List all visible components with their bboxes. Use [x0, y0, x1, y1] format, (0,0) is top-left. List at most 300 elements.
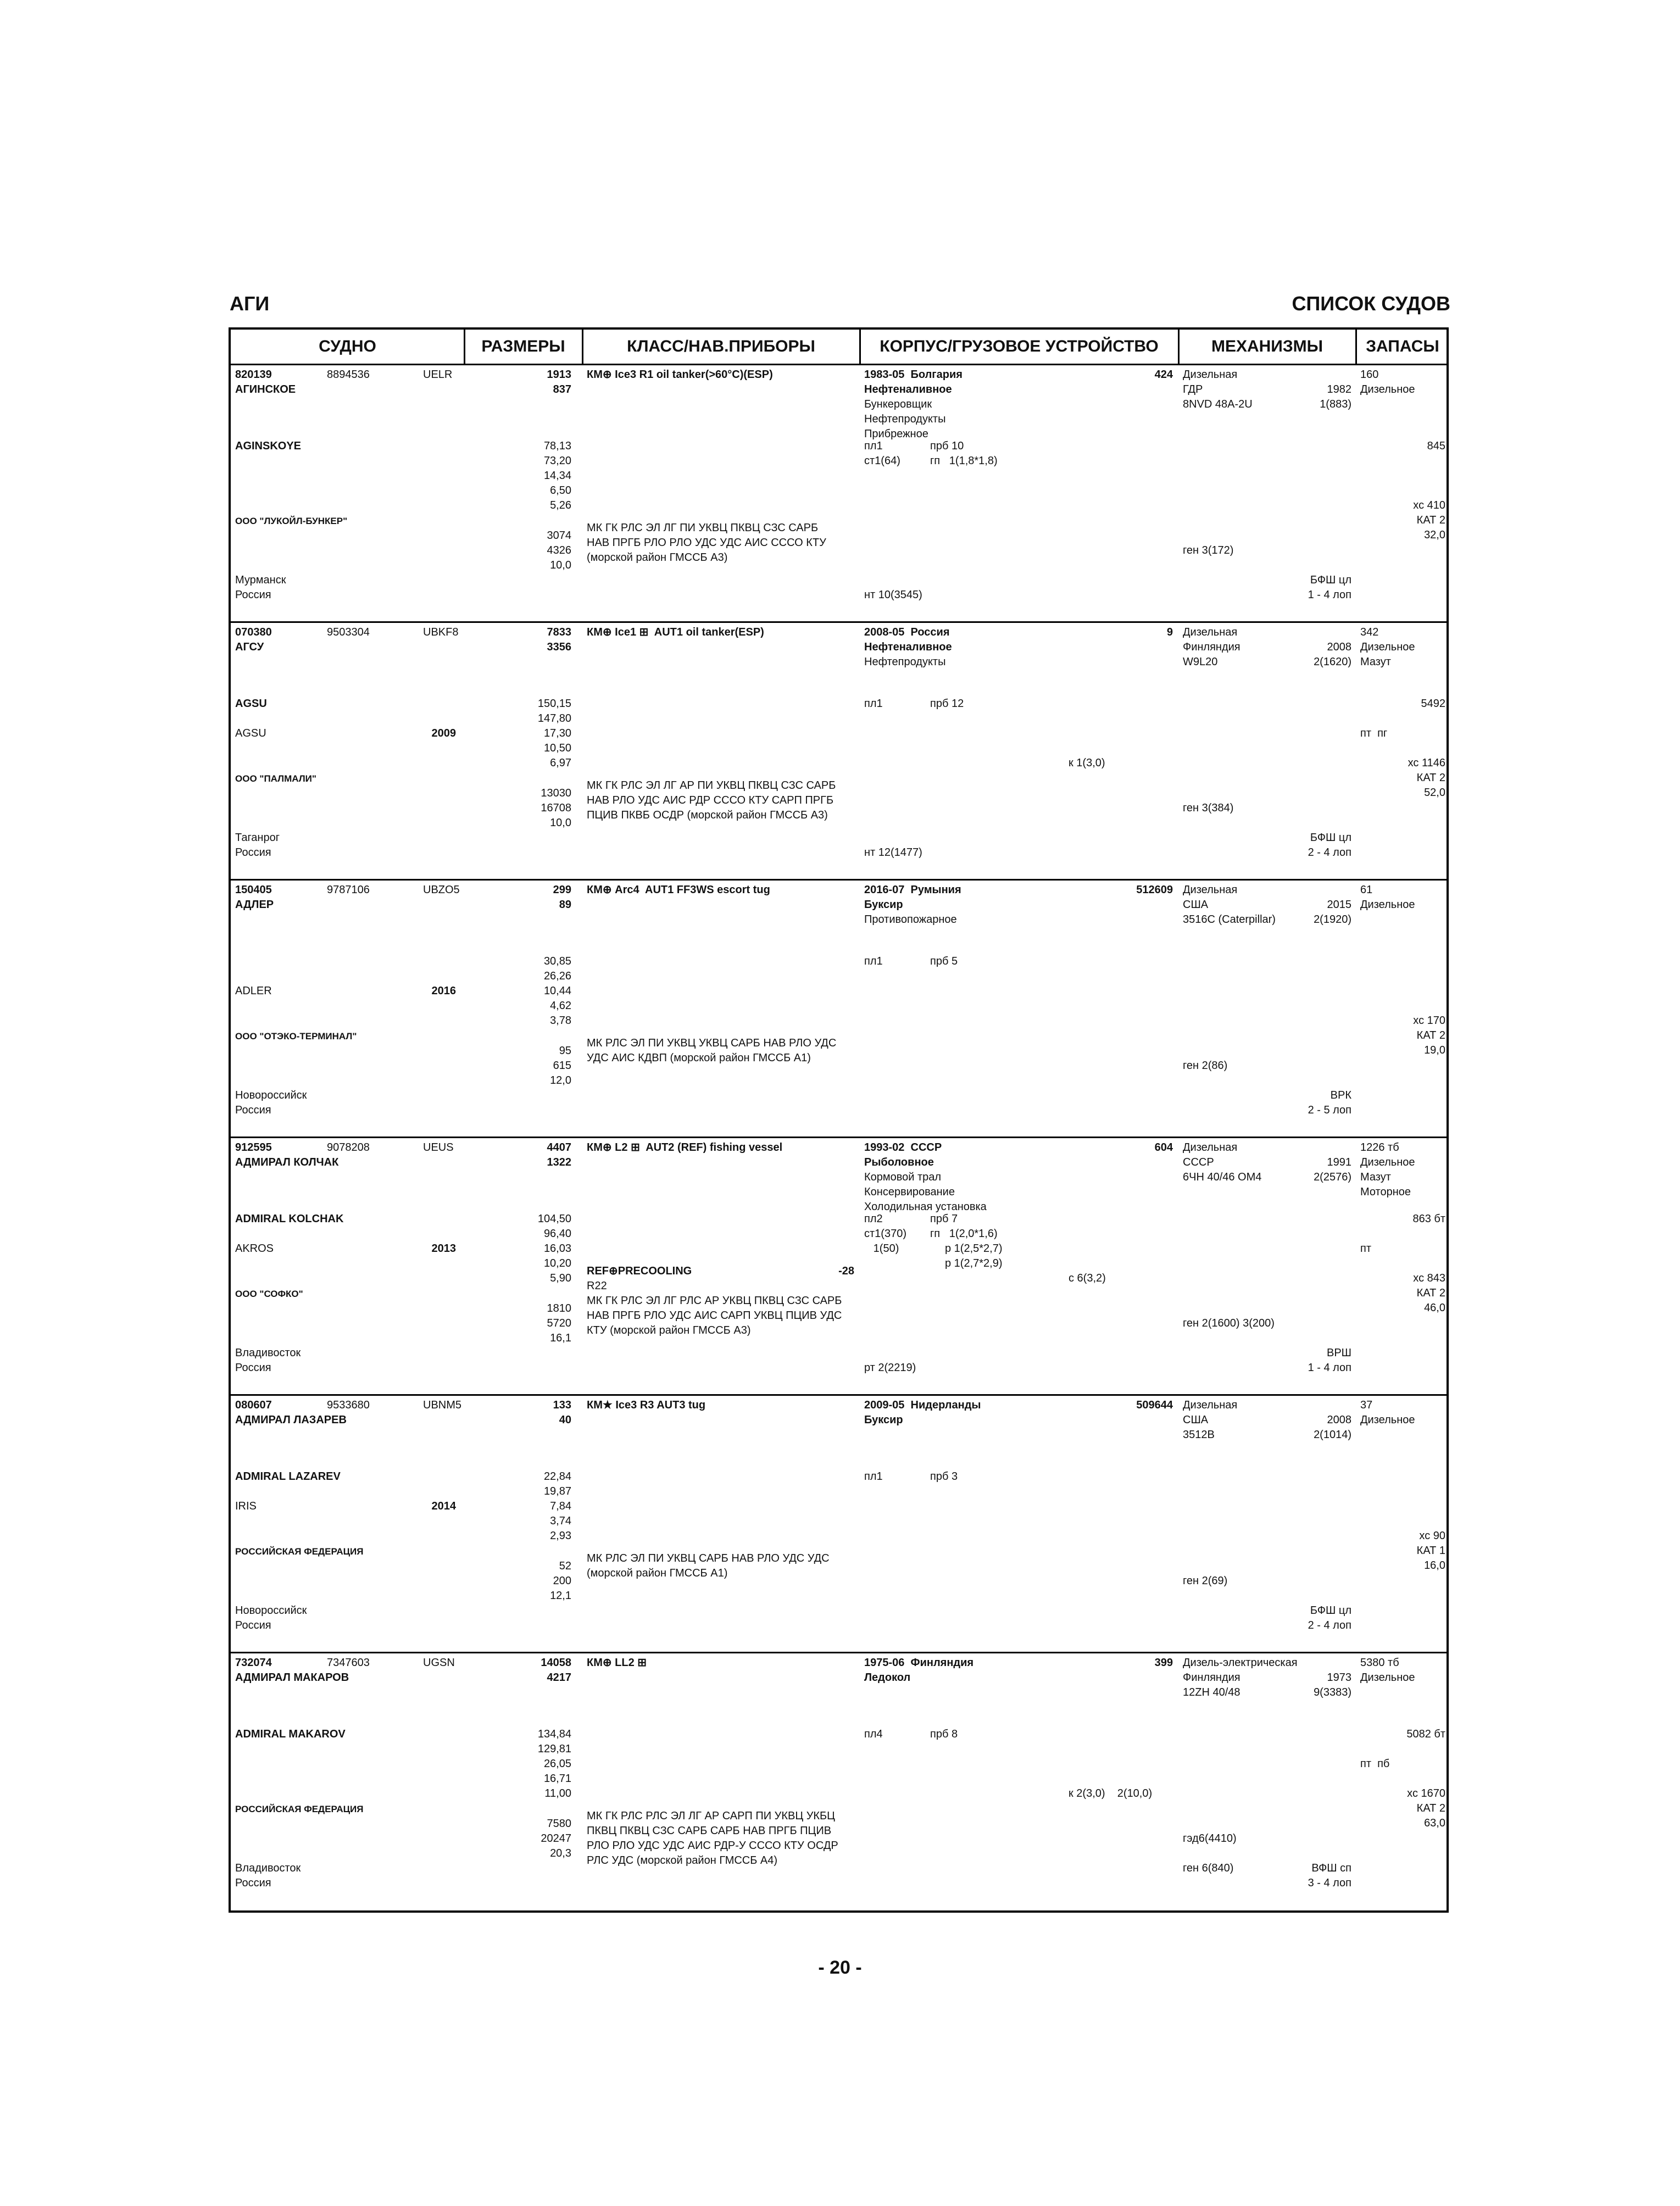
ship-former-name: ADLER — [235, 985, 272, 997]
hull-type-2: Противопожарное — [864, 913, 957, 926]
class-extra-1: REF⊕PRECOOLING — [587, 1265, 692, 1277]
hull-bulkheads: прб 3 — [930, 1470, 958, 1483]
stores-autonomy: хс 90 — [1419, 1530, 1445, 1542]
class-notation: КМ⊕ Ice1 ⊞ AUT1 oil tanker(ESP) — [587, 626, 764, 638]
hull-decks: пл1 — [864, 955, 883, 967]
mech-power: 2(1014) — [1314, 1429, 1351, 1441]
mech-model: 3516C (Caterpillar) — [1183, 913, 1276, 926]
dim-draught: 5,90 — [550, 1272, 571, 1284]
hull-tanks: нт 10(3545) — [864, 589, 922, 601]
class-notation: КМ⊕ Ice3 R1 oil tanker(>60°C)(ESP) — [587, 369, 773, 381]
mech-year: 2015 — [1327, 899, 1351, 911]
hull-yard-number: 604 — [1154, 1141, 1173, 1154]
ship-id: 912595 — [235, 1141, 272, 1154]
dim-depth: 3,74 — [550, 1515, 571, 1527]
dim-length: 19,87 — [543, 1485, 571, 1497]
hull-build: 1993-02 СССР — [864, 1141, 942, 1154]
mech-generators: ген 3(172) — [1183, 544, 1234, 556]
class-extra-2: R22 — [587, 1280, 607, 1292]
dim-draught: 6,97 — [550, 757, 571, 769]
ship-imo: 7347603 — [327, 1657, 370, 1669]
ship-id: 150405 — [235, 884, 272, 896]
ship-imo: 9503304 — [327, 626, 370, 638]
header-right: СПИСОК СУДОВ — [1292, 292, 1450, 315]
ship-port: Мурманск — [235, 574, 286, 586]
dim-length-overall: 22,84 — [543, 1470, 571, 1483]
dim-displacement: 615 — [553, 1060, 571, 1072]
dim-gross-tonnage: 299 — [553, 884, 571, 896]
hull-type-3: Нефтепродукты — [864, 413, 946, 425]
column-header-class: КЛАСС/НАВ.ПРИБОРЫ — [627, 337, 815, 355]
ship-callsign: UBNM5 — [423, 1399, 462, 1411]
dim-depth: 10,20 — [543, 1257, 571, 1269]
hull-hatches-2: р 1(2,5*2,7) — [945, 1243, 1003, 1255]
dim-net-tonnage: 1322 — [547, 1156, 571, 1168]
hull-holds: ст1(370) — [864, 1228, 906, 1240]
stores-fuel-amount: 37 — [1360, 1399, 1373, 1411]
mech-power: 2(1920) — [1314, 913, 1351, 926]
stores-autonomy: хс 1670 — [1407, 1787, 1445, 1800]
ship-record — [231, 623, 1447, 881]
ship-former-name: IRIS — [235, 1500, 257, 1512]
hull-tanks: нт 12(1477) — [864, 846, 922, 859]
ship-port: Новороссийск — [235, 1089, 307, 1101]
nav-line-3: РЛО РЛО УДС УДС АИС РДР-У СССО КТУ ОСДР — [587, 1840, 838, 1852]
ship-owner: ООО "ОТЭКО-ТЕРМИНАЛ" — [235, 1031, 357, 1041]
ship-name: АДМИРАЛ ЛАЗАРЕВ — [235, 1414, 347, 1426]
mech-year: 1991 — [1327, 1156, 1351, 1168]
mech-type: Дизельная — [1183, 626, 1238, 638]
hull-yard-number: 509644 — [1136, 1399, 1173, 1411]
dim-length-overall: 134,84 — [537, 1728, 571, 1740]
mech-blades: 2 - 5 лоп — [1308, 1104, 1351, 1116]
dim-length-overall: 150,15 — [537, 698, 571, 710]
ship-port: Владивосток — [235, 1347, 301, 1359]
mech-country: Финляндия — [1183, 1672, 1240, 1684]
dim-net-tonnage: 89 — [559, 899, 571, 911]
hull-yard-number: 9 — [1166, 626, 1173, 638]
mech-model: W9L20 — [1183, 656, 1218, 668]
mech-propeller: БФШ цл — [1310, 1605, 1351, 1617]
dim-draught: 5,26 — [550, 499, 571, 511]
mech-propeller: ВФШ сп — [1311, 1862, 1351, 1874]
ship-name: АДМИРАЛ МАКАРОВ — [235, 1672, 349, 1684]
mech-type: Дизельная — [1183, 1399, 1238, 1411]
mech-propeller: БФШ цл — [1310, 832, 1351, 844]
hull-build: 2008-05 Россия — [864, 626, 950, 638]
hull-type-4: Холодильная установка — [864, 1201, 987, 1213]
stores-fuel-type-1: Дизельное — [1360, 1156, 1415, 1168]
mech-year: 1973 — [1327, 1672, 1351, 1684]
dim-breadth: 17,30 — [543, 727, 571, 739]
mech-type: Дизельная — [1183, 369, 1238, 381]
stores-fuel-amount: 342 — [1360, 626, 1379, 638]
hull-decks: пл2 — [864, 1213, 883, 1225]
hull-yard-number: 512609 — [1136, 884, 1173, 896]
stores-crew: 32,0 — [1424, 529, 1445, 541]
ship-country: Россия — [235, 1362, 271, 1374]
ship-callsign: UGSN — [423, 1657, 455, 1669]
dim-deadweight: 3074 — [547, 530, 571, 542]
ship-country: Россия — [235, 1104, 271, 1116]
ship-name: АГИНСКОЕ — [235, 383, 296, 395]
hull-holds: ст1(64) — [864, 455, 900, 467]
dim-depth: 4,62 — [550, 1000, 571, 1012]
ship-latin-name: AGINSKOYE — [235, 440, 302, 452]
ship-former-name: AKROS — [235, 1243, 274, 1255]
ship-owner: ООО "СОФКО" — [235, 1289, 303, 1299]
header-divider — [1355, 330, 1357, 364]
ship-id: 732074 — [235, 1657, 272, 1669]
mech-power: 1(883) — [1320, 398, 1351, 410]
dim-speed: 12,0 — [550, 1074, 571, 1087]
dim-net-tonnage: 3356 — [547, 641, 571, 653]
class-extra-value: -28 — [838, 1265, 854, 1277]
column-header-ship: СУДНО — [319, 337, 376, 355]
ship-name: АГСУ — [235, 641, 264, 653]
dim-net-tonnage: 4217 — [547, 1672, 571, 1684]
nav-line-2: УДС АИС КДВП (морской район ГМССБ А1) — [587, 1052, 811, 1064]
mech-country: США — [1183, 899, 1209, 911]
ship-latin-name: AGSU — [235, 698, 267, 710]
dim-deadweight: 52 — [559, 1560, 571, 1572]
stores-fuel-type-3: Моторное — [1360, 1186, 1411, 1198]
hull-hatches: гп 1(1,8*1,8) — [930, 455, 998, 467]
mech-model: 3512B — [1183, 1429, 1215, 1441]
hull-cranes: с 6(3,2) — [1069, 1272, 1106, 1284]
header-divider — [1178, 330, 1180, 364]
ship-record — [231, 1653, 1447, 1911]
hull-build: 1975-06 Финляндия — [864, 1657, 974, 1669]
mech-propeller: ВРК — [1330, 1089, 1351, 1101]
stores-fuel-amount: 5380 тб — [1360, 1657, 1399, 1669]
ship-name: АДЛЕР — [235, 899, 274, 911]
dim-displacement: 4326 — [547, 544, 571, 556]
hull-type-1: Буксир — [864, 1414, 903, 1426]
stores-fuel-codes: пт пб — [1360, 1758, 1390, 1770]
header-divider — [859, 330, 861, 364]
ship-year: 2016 — [431, 985, 456, 997]
stores-fuel-codes: пт пг — [1360, 727, 1388, 739]
stores-ballast: 845 — [1427, 440, 1445, 452]
hull-yard-number: 424 — [1154, 369, 1173, 381]
ship-former-name: AGSU — [235, 727, 266, 739]
nav-line-1: МК ГК РЛС ЭЛ ЛГ РЛС АР УКВЦ ПКВЦ СЗС САРБ — [587, 1295, 842, 1307]
dim-displacement: 200 — [553, 1575, 571, 1587]
ship-name: АДМИРАЛ КОЛЧАК — [235, 1156, 339, 1168]
hull-hatches-3: р 1(2,7*2,9) — [945, 1257, 1003, 1269]
dim-displacement: 16708 — [541, 802, 571, 814]
stores-fuel-type-1: Дизельное — [1360, 899, 1415, 911]
mech-year: 2008 — [1327, 1414, 1351, 1426]
dim-displacement: 5720 — [547, 1317, 571, 1329]
ship-country: Россия — [235, 589, 271, 601]
ship-callsign: UELR — [423, 369, 453, 381]
hull-decks: пл1 — [864, 1470, 883, 1483]
ship-owner: РОССИЙСКАЯ ФЕДЕРАЦИЯ — [235, 1546, 364, 1557]
mech-year: 2008 — [1327, 641, 1351, 653]
mech-power: 2(2576) — [1314, 1171, 1351, 1183]
stores-fuel-type-1: Дизельное — [1360, 641, 1415, 653]
stores-ballast: 5492 — [1421, 698, 1445, 710]
hull-decks: пл1 — [864, 698, 883, 710]
hull-bulkheads: прб 5 — [930, 955, 958, 967]
nav-line-2: ПКВЦ ПКВЦ СЗС САРБ САРБ НАВ ПРГБ ПЦИВ — [587, 1825, 832, 1837]
column-header-stores: ЗАПАСЫ — [1366, 337, 1439, 355]
ship-imo: 9787106 — [327, 884, 370, 896]
ship-callsign: UBZO5 — [423, 884, 460, 896]
hull-hatches: гп 1(2,0*1,6) — [930, 1228, 998, 1240]
stores-fuel-type-1: Дизельное — [1360, 1414, 1415, 1426]
hull-decks: пл1 — [864, 440, 883, 452]
ship-year: 2013 — [431, 1243, 456, 1255]
ship-owner: ООО "ЛУКОЙЛ-БУНКЕР" — [235, 516, 348, 526]
mech-type: Дизельная — [1183, 884, 1238, 896]
ship-callsign: UEUS — [423, 1141, 454, 1154]
hull-yard-number: 399 — [1154, 1657, 1173, 1669]
stores-category: КАТ 2 — [1416, 514, 1445, 526]
dim-gross-tonnage: 4407 — [547, 1141, 571, 1154]
stores-fuel-type-2: Мазут — [1360, 1171, 1391, 1183]
dim-speed: 12,1 — [550, 1590, 571, 1602]
nav-line-3: ПЦИВ ПКВБ ОСДР (морской район ГМССБ А3) — [587, 809, 828, 821]
hull-type-2: Нефтепродукты — [864, 656, 946, 668]
stores-crew: 52,0 — [1424, 787, 1445, 799]
hull-build: 2009-05 Нидерланды — [864, 1399, 981, 1411]
ship-imo: 8894536 — [327, 369, 370, 381]
dim-gross-tonnage: 133 — [553, 1399, 571, 1411]
dim-depth: 6,50 — [550, 484, 571, 497]
ship-country: Россия — [235, 1619, 271, 1631]
dim-breadth: 26,05 — [543, 1758, 571, 1770]
stores-autonomy: хс 843 — [1413, 1272, 1445, 1284]
hull-bulkheads: прб 12 — [930, 698, 964, 710]
ship-owner: РОССИЙСКАЯ ФЕДЕРАЦИЯ — [235, 1804, 364, 1814]
ship-latin-name: ADMIRAL LAZAREV — [235, 1470, 341, 1483]
hull-type-1: Рыболовное — [864, 1156, 934, 1168]
hull-bulkheads: прб 10 — [930, 440, 964, 452]
mech-propeller: БФШ цл — [1310, 574, 1351, 586]
mech-generators: ген 2(69) — [1183, 1575, 1228, 1587]
ship-year: 2009 — [431, 727, 456, 739]
mech-type: Дизельная — [1183, 1141, 1238, 1154]
stores-fuel-amount: 160 — [1360, 369, 1379, 381]
ship-latin-name: ADMIRAL MAKAROV — [235, 1728, 346, 1740]
stores-category: КАТ 2 — [1416, 1029, 1445, 1041]
mech-country: Финляндия — [1183, 641, 1240, 653]
stores-ballast: 863 бт — [1412, 1213, 1445, 1225]
nav-line-1: МК ГК РЛС ЭЛ ЛГ ПИ УКВЦ ПКВЦ СЗС САРБ — [587, 522, 819, 534]
mech-blades: 2 - 4 лоп — [1308, 1619, 1351, 1631]
nav-line-1: МК ГК РЛС ЭЛ ЛГ АР ПИ УКВЦ ПКВЦ СЗС САРБ — [587, 779, 836, 792]
hull-type-2: Бункеровщик — [864, 398, 932, 410]
column-header-dimensions: РАЗМЕРЫ — [481, 337, 565, 355]
mech-generators-2: ген 6(840) — [1183, 1862, 1234, 1874]
dim-speed: 10,0 — [550, 559, 571, 571]
nav-line-1: МК РЛС ЭЛ ПИ УКВЦ САРБ НАВ РЛО УДС УДС — [587, 1552, 830, 1564]
nav-line-2: (морской район ГМССБ А1) — [587, 1567, 728, 1579]
hull-cranes: к 1(3,0) — [1069, 757, 1105, 769]
stores-crew: 63,0 — [1424, 1817, 1445, 1829]
dim-speed: 16,1 — [550, 1332, 571, 1344]
dim-speed: 20,3 — [550, 1847, 571, 1859]
ship-id: 080607 — [235, 1399, 272, 1411]
ship-table — [229, 327, 1449, 1913]
dim-gross-tonnage: 14058 — [541, 1657, 571, 1669]
dim-displacement: 20247 — [541, 1832, 571, 1845]
nav-line-2: НАВ ПРГБ РЛО УДС АИС САРП УКВЦ ПЦИВ УДС — [587, 1310, 842, 1322]
mech-blades: 1 - 4 лоп — [1308, 1362, 1351, 1374]
dim-net-tonnage: 40 — [559, 1414, 571, 1426]
class-notation: КМ⊕ LL2 ⊞ — [587, 1657, 647, 1669]
ship-record — [231, 1138, 1447, 1396]
dim-length-overall: 78,13 — [543, 440, 571, 452]
stores-crew: 46,0 — [1424, 1302, 1445, 1314]
dim-deadweight: 13030 — [541, 787, 571, 799]
ship-record — [231, 1396, 1447, 1653]
stores-autonomy: хс 170 — [1413, 1015, 1445, 1027]
hull-type-2: Кормовой трал — [864, 1171, 942, 1183]
hull-type-3: Консервирование — [864, 1186, 955, 1198]
ship-country: Россия — [235, 846, 271, 859]
stores-category: КАТ 2 — [1416, 772, 1445, 784]
dim-speed: 10,0 — [550, 817, 571, 829]
dim-length: 129,81 — [537, 1743, 571, 1755]
column-header-machinery: МЕХАНИЗМЫ — [1211, 337, 1323, 355]
mech-power: 9(3383) — [1314, 1686, 1351, 1698]
dim-breadth: 7,84 — [550, 1500, 571, 1512]
hull-holds-2: 1(50) — [864, 1243, 899, 1255]
stores-autonomy: хс 1146 — [1408, 757, 1445, 769]
class-notation: КМ★ Ice3 R3 AUT3 tug — [587, 1399, 706, 1411]
hull-type-1: Ледокол — [864, 1672, 911, 1684]
mech-model: 8NVD 48A-2U — [1183, 398, 1253, 410]
mech-generators: ген 2(86) — [1183, 1060, 1228, 1072]
class-notation: КМ⊕ L2 ⊞ AUT2 (REF) fishing vessel — [587, 1141, 783, 1154]
ship-country: Россия — [235, 1877, 271, 1889]
ship-latin-name: ADMIRAL KOLCHAK — [235, 1213, 344, 1225]
dim-length: 147,80 — [537, 712, 571, 725]
ship-record — [231, 365, 1447, 623]
ship-imo: 9533680 — [327, 1399, 370, 1411]
ship-callsign: UBKF8 — [423, 626, 459, 638]
header-left: АГИ — [230, 292, 270, 315]
mech-country: ГДР — [1183, 383, 1203, 395]
mech-blades: 3 - 4 лоп — [1308, 1877, 1351, 1889]
ship-port: Владивосток — [235, 1862, 301, 1874]
mech-generators: ген 3(384) — [1183, 802, 1234, 814]
stores-fuel-type-2: Мазут — [1360, 656, 1391, 668]
hull-type-1: Буксир — [864, 899, 903, 911]
mech-blades: 1 - 4 лоп — [1308, 589, 1351, 601]
dim-length-overall: 104,50 — [537, 1213, 571, 1225]
stores-category: КАТ 1 — [1416, 1545, 1445, 1557]
stores-fuel-type-1: Дизельное — [1360, 383, 1415, 395]
hull-tanks: рт 2(2219) — [864, 1362, 916, 1374]
hull-cranes: к 2(3,0) 2(10,0) — [1069, 1787, 1153, 1800]
hull-build: 1983-05 Болгария — [864, 369, 963, 381]
dim-net-tonnage: 837 — [553, 383, 571, 395]
nav-line-3: (морской район ГМССБ А3) — [587, 552, 728, 564]
dim-breadth: 10,44 — [543, 985, 571, 997]
stores-ballast: 5082 бт — [1406, 1728, 1445, 1740]
column-header-hull: КОРПУС/ГРУЗОВОЕ УСТРОЙСТВО — [880, 337, 1159, 355]
stores-fuel-codes: пт — [1360, 1243, 1371, 1255]
dim-draught: 2,93 — [550, 1530, 571, 1542]
dim-depth: 16,71 — [543, 1773, 571, 1785]
stores-fuel-type-1: Дизельное — [1360, 1672, 1415, 1684]
dim-length-overall: 30,85 — [543, 955, 571, 967]
dim-depth: 10,50 — [543, 742, 571, 754]
hull-decks: пл4 — [864, 1728, 883, 1740]
nav-line-2: НАВ ПРГБ РЛО РЛО УДС УДС АИС СССО КТУ — [587, 537, 826, 549]
dim-breadth: 16,03 — [543, 1243, 571, 1255]
dim-deadweight: 1810 — [547, 1302, 571, 1314]
ship-record — [231, 881, 1447, 1138]
dim-length: 96,40 — [543, 1228, 571, 1240]
stores-fuel-amount: 1226 тб — [1360, 1141, 1399, 1154]
mech-year: 1982 — [1327, 383, 1351, 395]
nav-line-2: НАВ РЛО УДС АИС РДР СССО КТУ САРП ПРГБ — [587, 794, 834, 806]
nav-line-4: РЛС УДС (морской район ГМССБ А4) — [587, 1854, 778, 1867]
mech-generators: ген 2(1600) 3(200) — [1183, 1317, 1275, 1329]
mech-model: 6ЧН 40/46 ОМ4 — [1183, 1171, 1262, 1183]
stores-fuel-amount: 61 — [1360, 884, 1373, 896]
dim-length: 26,26 — [543, 970, 571, 982]
ship-imo: 9078208 — [327, 1141, 370, 1154]
nav-line-1: МК РЛС ЭЛ ПИ УКВЦ УКВЦ САРБ НАВ РЛО УДС — [587, 1037, 837, 1049]
hull-type-1: Нефтеналивное — [864, 383, 952, 395]
header-divider — [582, 330, 583, 364]
dim-draught: 3,78 — [550, 1015, 571, 1027]
ship-port: Новороссийск — [235, 1605, 307, 1617]
mech-model: 12ZH 40/48 — [1183, 1686, 1240, 1698]
mech-country: СССР — [1183, 1156, 1214, 1168]
mech-blades: 2 - 4 лоп — [1308, 846, 1351, 859]
mech-generators: гэд6(4410) — [1183, 1832, 1237, 1845]
ship-year: 2014 — [431, 1500, 456, 1512]
mech-type: Дизель-электрическая — [1183, 1657, 1298, 1669]
header-divider — [464, 330, 465, 364]
dim-breadth: 14,34 — [543, 470, 571, 482]
page-number: - 20 - — [818, 1957, 862, 1978]
nav-line-1: МК ГК РЛС РЛС ЭЛ ЛГ АР САРП ПИ УКВЦ УКБЦ — [587, 1810, 835, 1822]
mech-power: 2(1620) — [1314, 656, 1351, 668]
hull-type-1: Нефтеналивное — [864, 641, 952, 653]
hull-build: 2016-07 Румыния — [864, 884, 961, 896]
stores-crew: 19,0 — [1424, 1044, 1445, 1056]
dim-length: 73,20 — [543, 455, 571, 467]
class-notation: КМ⊕ Arc4 AUT1 FF3WS escort tug — [587, 884, 770, 896]
nav-line-3: КТУ (морской район ГМССБ А3) — [587, 1324, 751, 1336]
dim-deadweight: 7580 — [547, 1818, 571, 1830]
ship-port: Таганрог — [235, 832, 280, 844]
stores-category: КАТ 2 — [1416, 1802, 1445, 1814]
dim-deadweight: 95 — [559, 1045, 571, 1057]
stores-category: КАТ 2 — [1416, 1287, 1445, 1299]
ship-id: 820139 — [235, 369, 272, 381]
ship-owner: ООО "ПАЛМАЛИ" — [235, 773, 316, 784]
dim-gross-tonnage: 7833 — [547, 626, 571, 638]
stores-crew: 16,0 — [1424, 1559, 1445, 1572]
hull-bulkheads: прб 8 — [930, 1728, 958, 1740]
dim-gross-tonnage: 1913 — [547, 369, 571, 381]
stores-autonomy: хс 410 — [1413, 499, 1445, 511]
ship-id: 070380 — [235, 626, 272, 638]
mech-country: США — [1183, 1414, 1209, 1426]
hull-type-4: Прибрежное — [864, 428, 928, 440]
hull-bulkheads: прб 7 — [930, 1213, 958, 1225]
